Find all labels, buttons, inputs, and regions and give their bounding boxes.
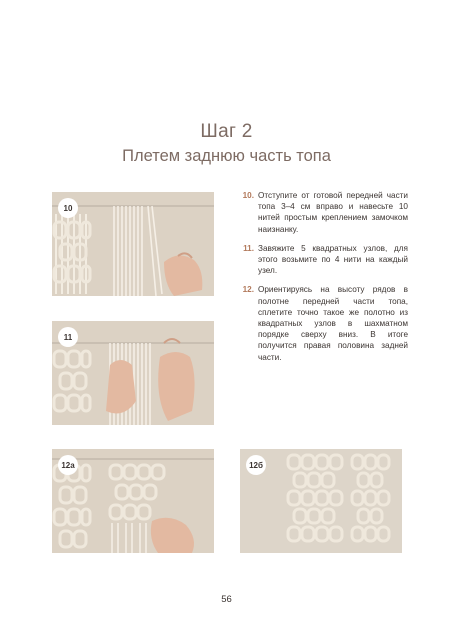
photo-step-12b bbox=[240, 449, 402, 553]
step-text: Завяжите 5 квадратных узлов, для этого возьмите по 4 нити на каждый узел. bbox=[258, 243, 408, 276]
step-title: Шаг 2 bbox=[200, 121, 253, 142]
step-number: 11. bbox=[243, 243, 254, 253]
photo-step-12a bbox=[52, 449, 214, 553]
instruction-step bbox=[238, 190, 408, 235]
photo-label-badge: 12б bbox=[246, 455, 266, 475]
photo-label-badge: 12а bbox=[58, 455, 78, 475]
photo-label-badge: 11 bbox=[58, 327, 78, 347]
step-subtitle: Плетем заднюю часть топа bbox=[122, 147, 331, 165]
step-text: Ориентируясь на высоту рядов в полотне передней части топа, сплетите точно такое же полотно из квадратных узлов в шахматном порядке сверху вниз. В итоге получится правая половина задней части. bbox=[258, 285, 408, 362]
photo-step-10 bbox=[52, 192, 214, 296]
page-number: 56 bbox=[221, 594, 232, 605]
step-number: 10. bbox=[242, 191, 254, 200]
instruction-step bbox=[238, 284, 408, 362]
instruction-step bbox=[238, 243, 408, 277]
step-number: 12. bbox=[242, 285, 254, 295]
photo-label-badge: 10 bbox=[58, 198, 78, 218]
instructions-list bbox=[238, 190, 408, 371]
step-text: Отступите от готовой передней части топа 3–4 см вправо и навесьте 10 нитей простым креплением замочком наизнанку. bbox=[258, 191, 408, 234]
photo-step-11 bbox=[52, 321, 214, 425]
